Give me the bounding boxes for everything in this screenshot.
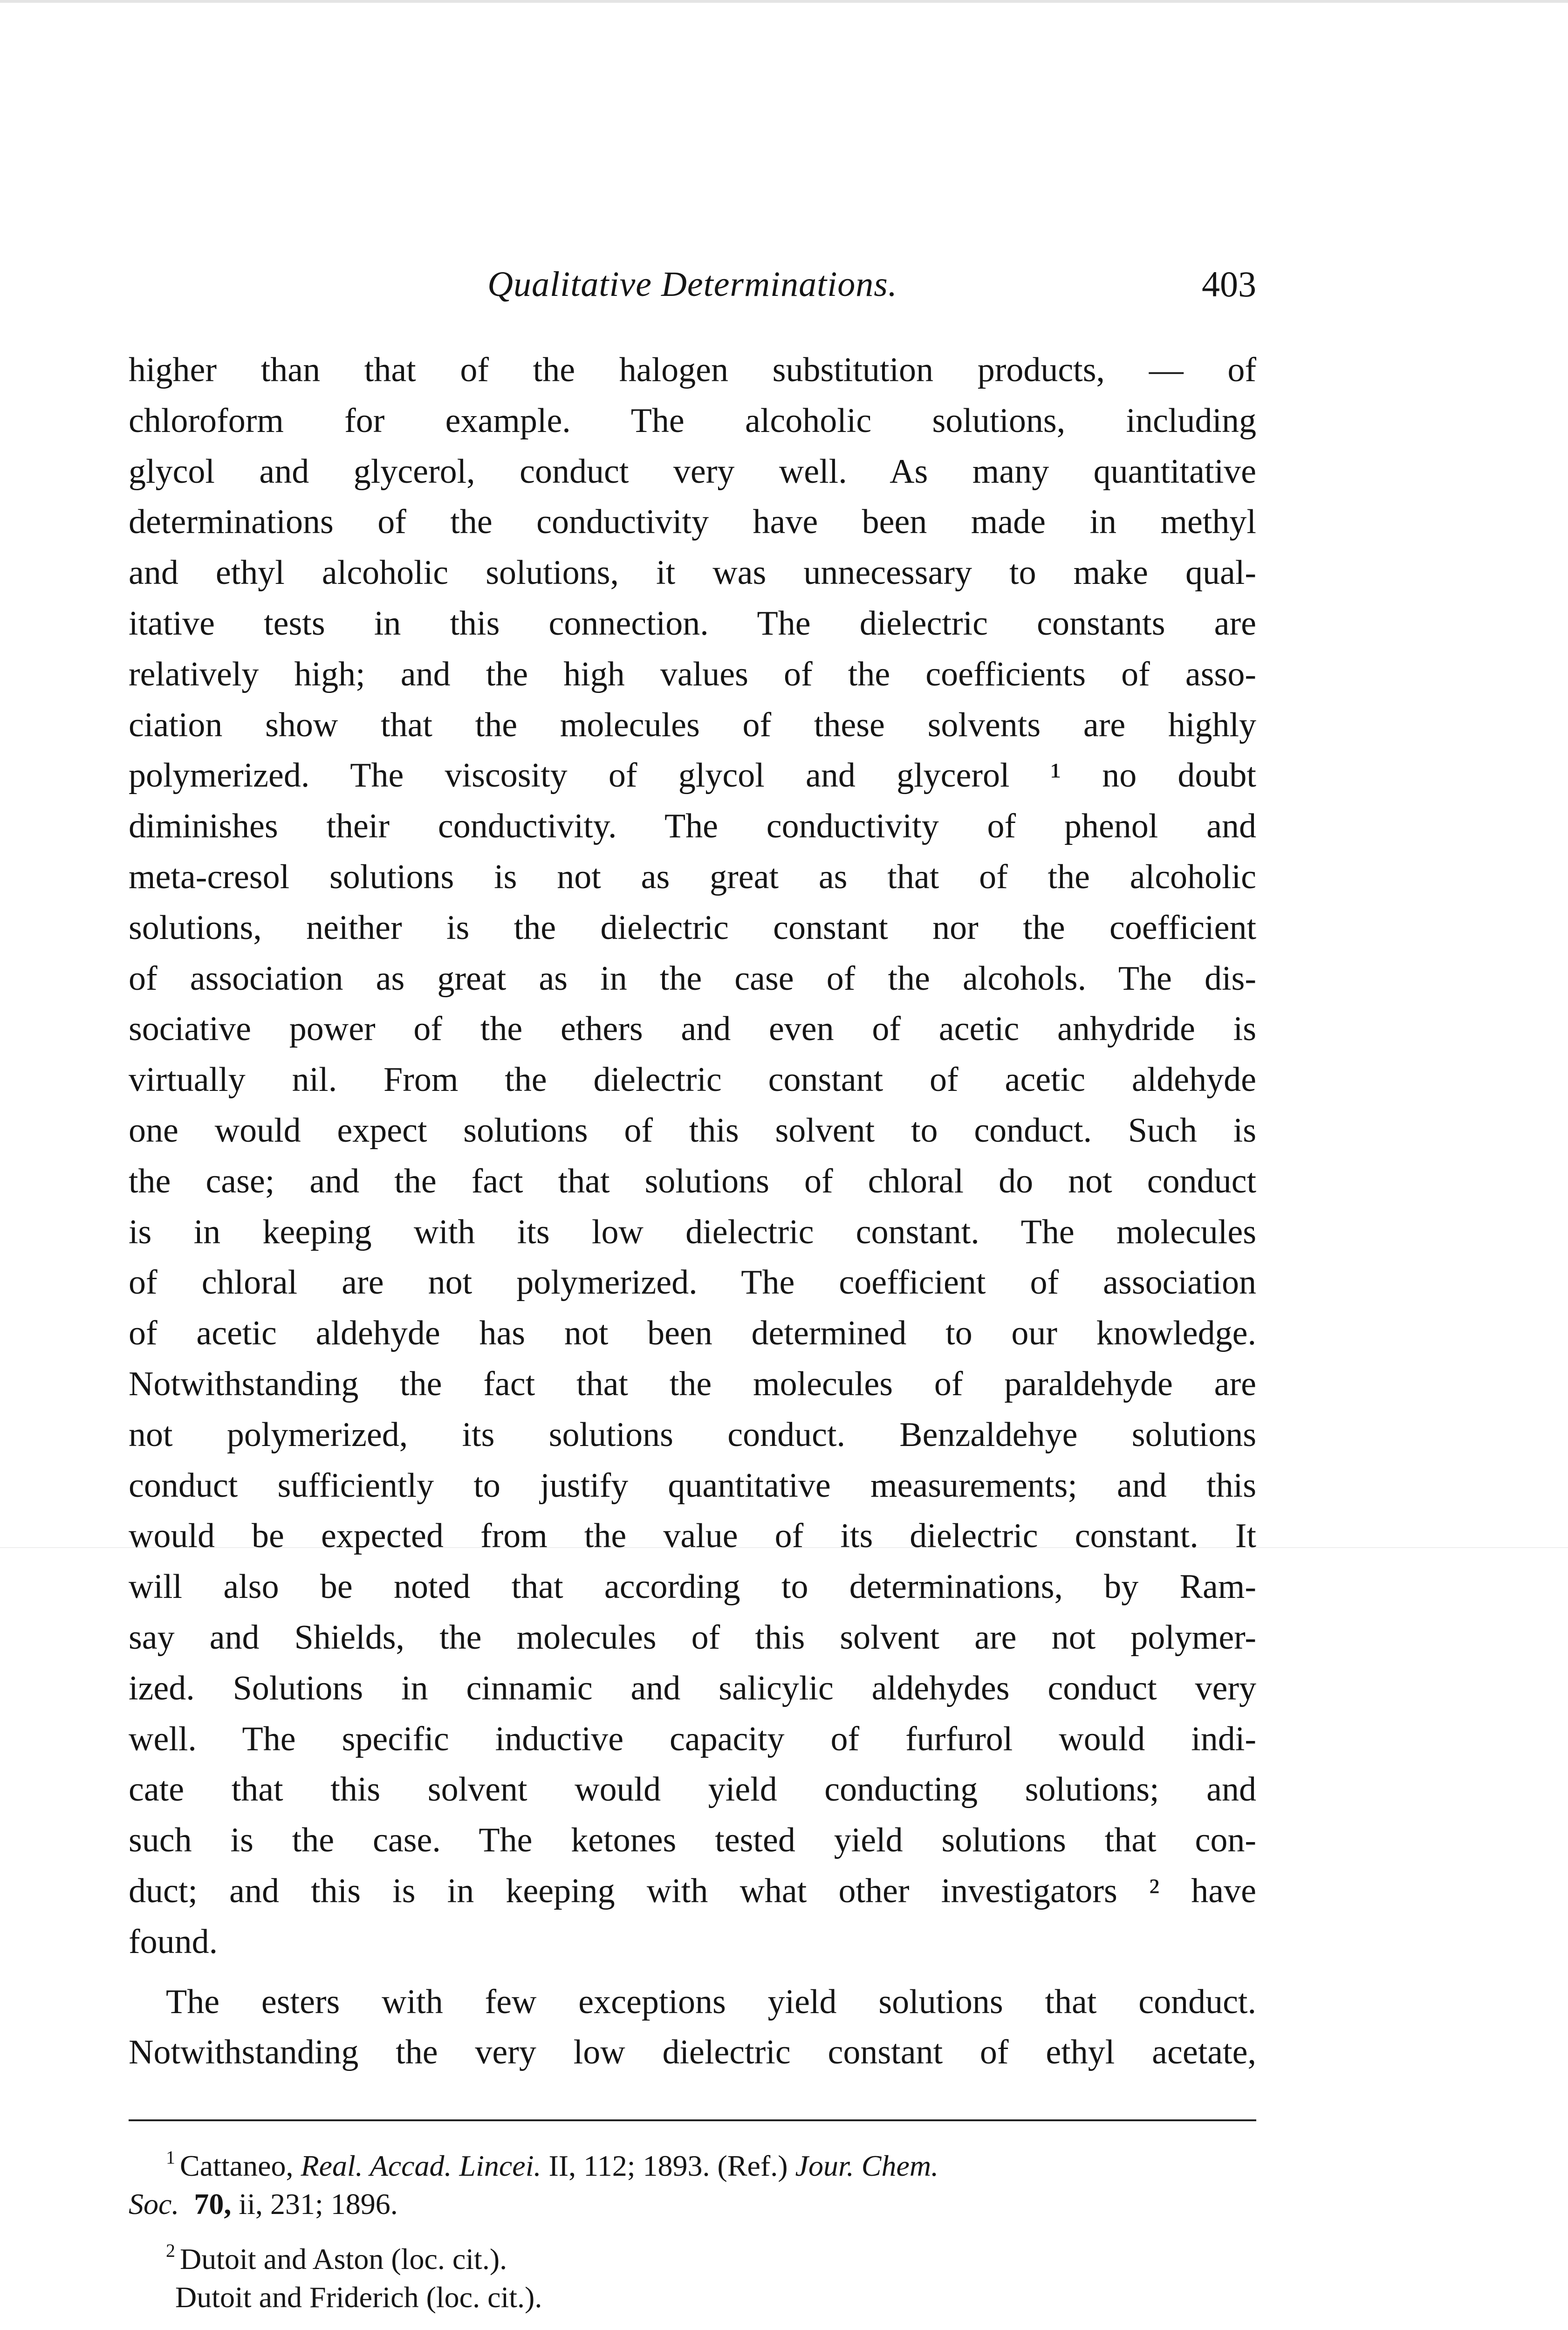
text-line: one would expect solutions of this solvent to conduct. Such is: [129, 1111, 1256, 1150]
text-line: well. The specific inductive capacity of furfurol would indi-: [129, 1720, 1256, 1758]
text-line: polymerized. The viscosity of glycol and glycerol ¹ no doubt: [129, 756, 1256, 795]
running-title: Qualitative Determinations.: [487, 265, 897, 304]
footnote-text: Dutoit and Friderich (loc. cit.).: [175, 2281, 542, 2314]
scan-edge: [0, 0, 1568, 3]
text-line: chloroform for example. The alcoholic solutions, including: [129, 401, 1256, 440]
paragraph-1: [129, 345, 1256, 1967]
text-line: ized. Solutions in cinnamic and salicylic aldehydes conduct very: [129, 1669, 1256, 1707]
footnote-journal: Jour. Chem.: [795, 2149, 939, 2182]
text-line: The esters with few exceptions yield solutions that conduct.: [166, 1982, 1256, 2021]
page-number: 403: [1202, 264, 1256, 304]
footnote-marker: 1: [166, 2147, 175, 2168]
text-line: determinations of the conductivity have been made in methyl: [129, 503, 1256, 541]
text-line: say and Shields, the molecules of this solvent are not polymer-: [129, 1618, 1256, 1657]
text-line: solutions, neither is the dielectric constant nor the coefficient: [129, 908, 1256, 947]
text-line: ciation show that the molecules of these solvents are highly: [129, 706, 1256, 744]
text-line: would be expected from the value of its dielectric constant. It: [129, 1517, 1256, 1556]
text-line: itative tests in this connection. The dielectric constants are: [129, 604, 1256, 643]
footnote-text: Dutoit and Aston (loc. cit.).: [180, 2242, 507, 2275]
text-line: of acetic aldehyde has not been determined to our knowledge.: [129, 1314, 1256, 1353]
footnote-1: [129, 2134, 1256, 2181]
footnote-2-continued: [129, 2274, 1256, 2321]
footnotes: [129, 2134, 1256, 2321]
text-line: higher than that of the halogen substitution products, — of: [129, 351, 1256, 389]
text-line: sociative power of the ethers and even of acetic anhydride is: [129, 1010, 1256, 1048]
text-line: the case; and the fact that solutions of chloral do not conduct: [129, 1162, 1256, 1200]
text-line: not polymerized, its solutions conduct. Benzaldehye solutions: [129, 1415, 1256, 1454]
footnote-marker: 2: [166, 2240, 175, 2261]
body-text: [129, 345, 1256, 2078]
paragraph-gap: [129, 1967, 1256, 1977]
text-line: found.: [129, 1922, 218, 1961]
footnote-reference: II, 112; 1893. (Ref.): [548, 2149, 788, 2182]
text-line: of association as great as in the case of the alcohols. The dis-: [129, 959, 1256, 998]
footnote-1-continued: [129, 2181, 1256, 2227]
footnote-author: Cattaneo,: [180, 2149, 294, 2182]
text-line: meta-cresol solutions is not as great as that of the alcoholic: [129, 857, 1256, 896]
text-line: will also be noted that according to determinations, by Ram-: [129, 1568, 1256, 1606]
text-line: duct; and this is in keeping with what other investigators ² have: [129, 1871, 1256, 1910]
text-line: of chloral are not polymerized. The coefficient of association: [129, 1263, 1256, 1302]
text-line: virtually nil. From the dielectric constant of acetic aldehyde: [129, 1061, 1256, 1099]
paragraph-2: [129, 1977, 1256, 2078]
text-line: is in keeping with its low dielectric constant. The molecules: [129, 1213, 1256, 1251]
text-line: conduct sufficiently to justify quantitative measurements; and this: [129, 1466, 1256, 1505]
text-line: and ethyl alcoholic solutions, it was unnecessary to make qual-: [129, 554, 1256, 592]
footnote-volume: 70,: [194, 2187, 232, 2220]
text-line: Notwithstanding the very low dielectric constant of ethyl acetate,: [129, 2033, 1256, 2072]
footnote-rule: [129, 2119, 1256, 2121]
footnote-journal: Real. Accad. Lincei.: [301, 2149, 541, 2182]
footnote-reference: ii, 231; 1896.: [239, 2187, 398, 2220]
text-line: such is the case. The ketones tested yield solutions that con-: [129, 1821, 1256, 1860]
footnote-2: [129, 2227, 1256, 2274]
footnote-journal: Soc.: [129, 2187, 179, 2220]
text-line: Notwithstanding the fact that the molecules of paraldehyde are: [129, 1364, 1256, 1403]
running-head: [129, 252, 1256, 317]
text-line: diminishes their conductivity. The conductivity of phenol and: [129, 807, 1256, 846]
text-line: cate that this solvent would yield conducting solutions; and: [129, 1770, 1256, 1809]
text-line: relatively high; and the high values of the coefficients of asso-: [129, 655, 1256, 693]
text-line: glycol and glycerol, conduct very well. As many quantitative: [129, 452, 1256, 491]
